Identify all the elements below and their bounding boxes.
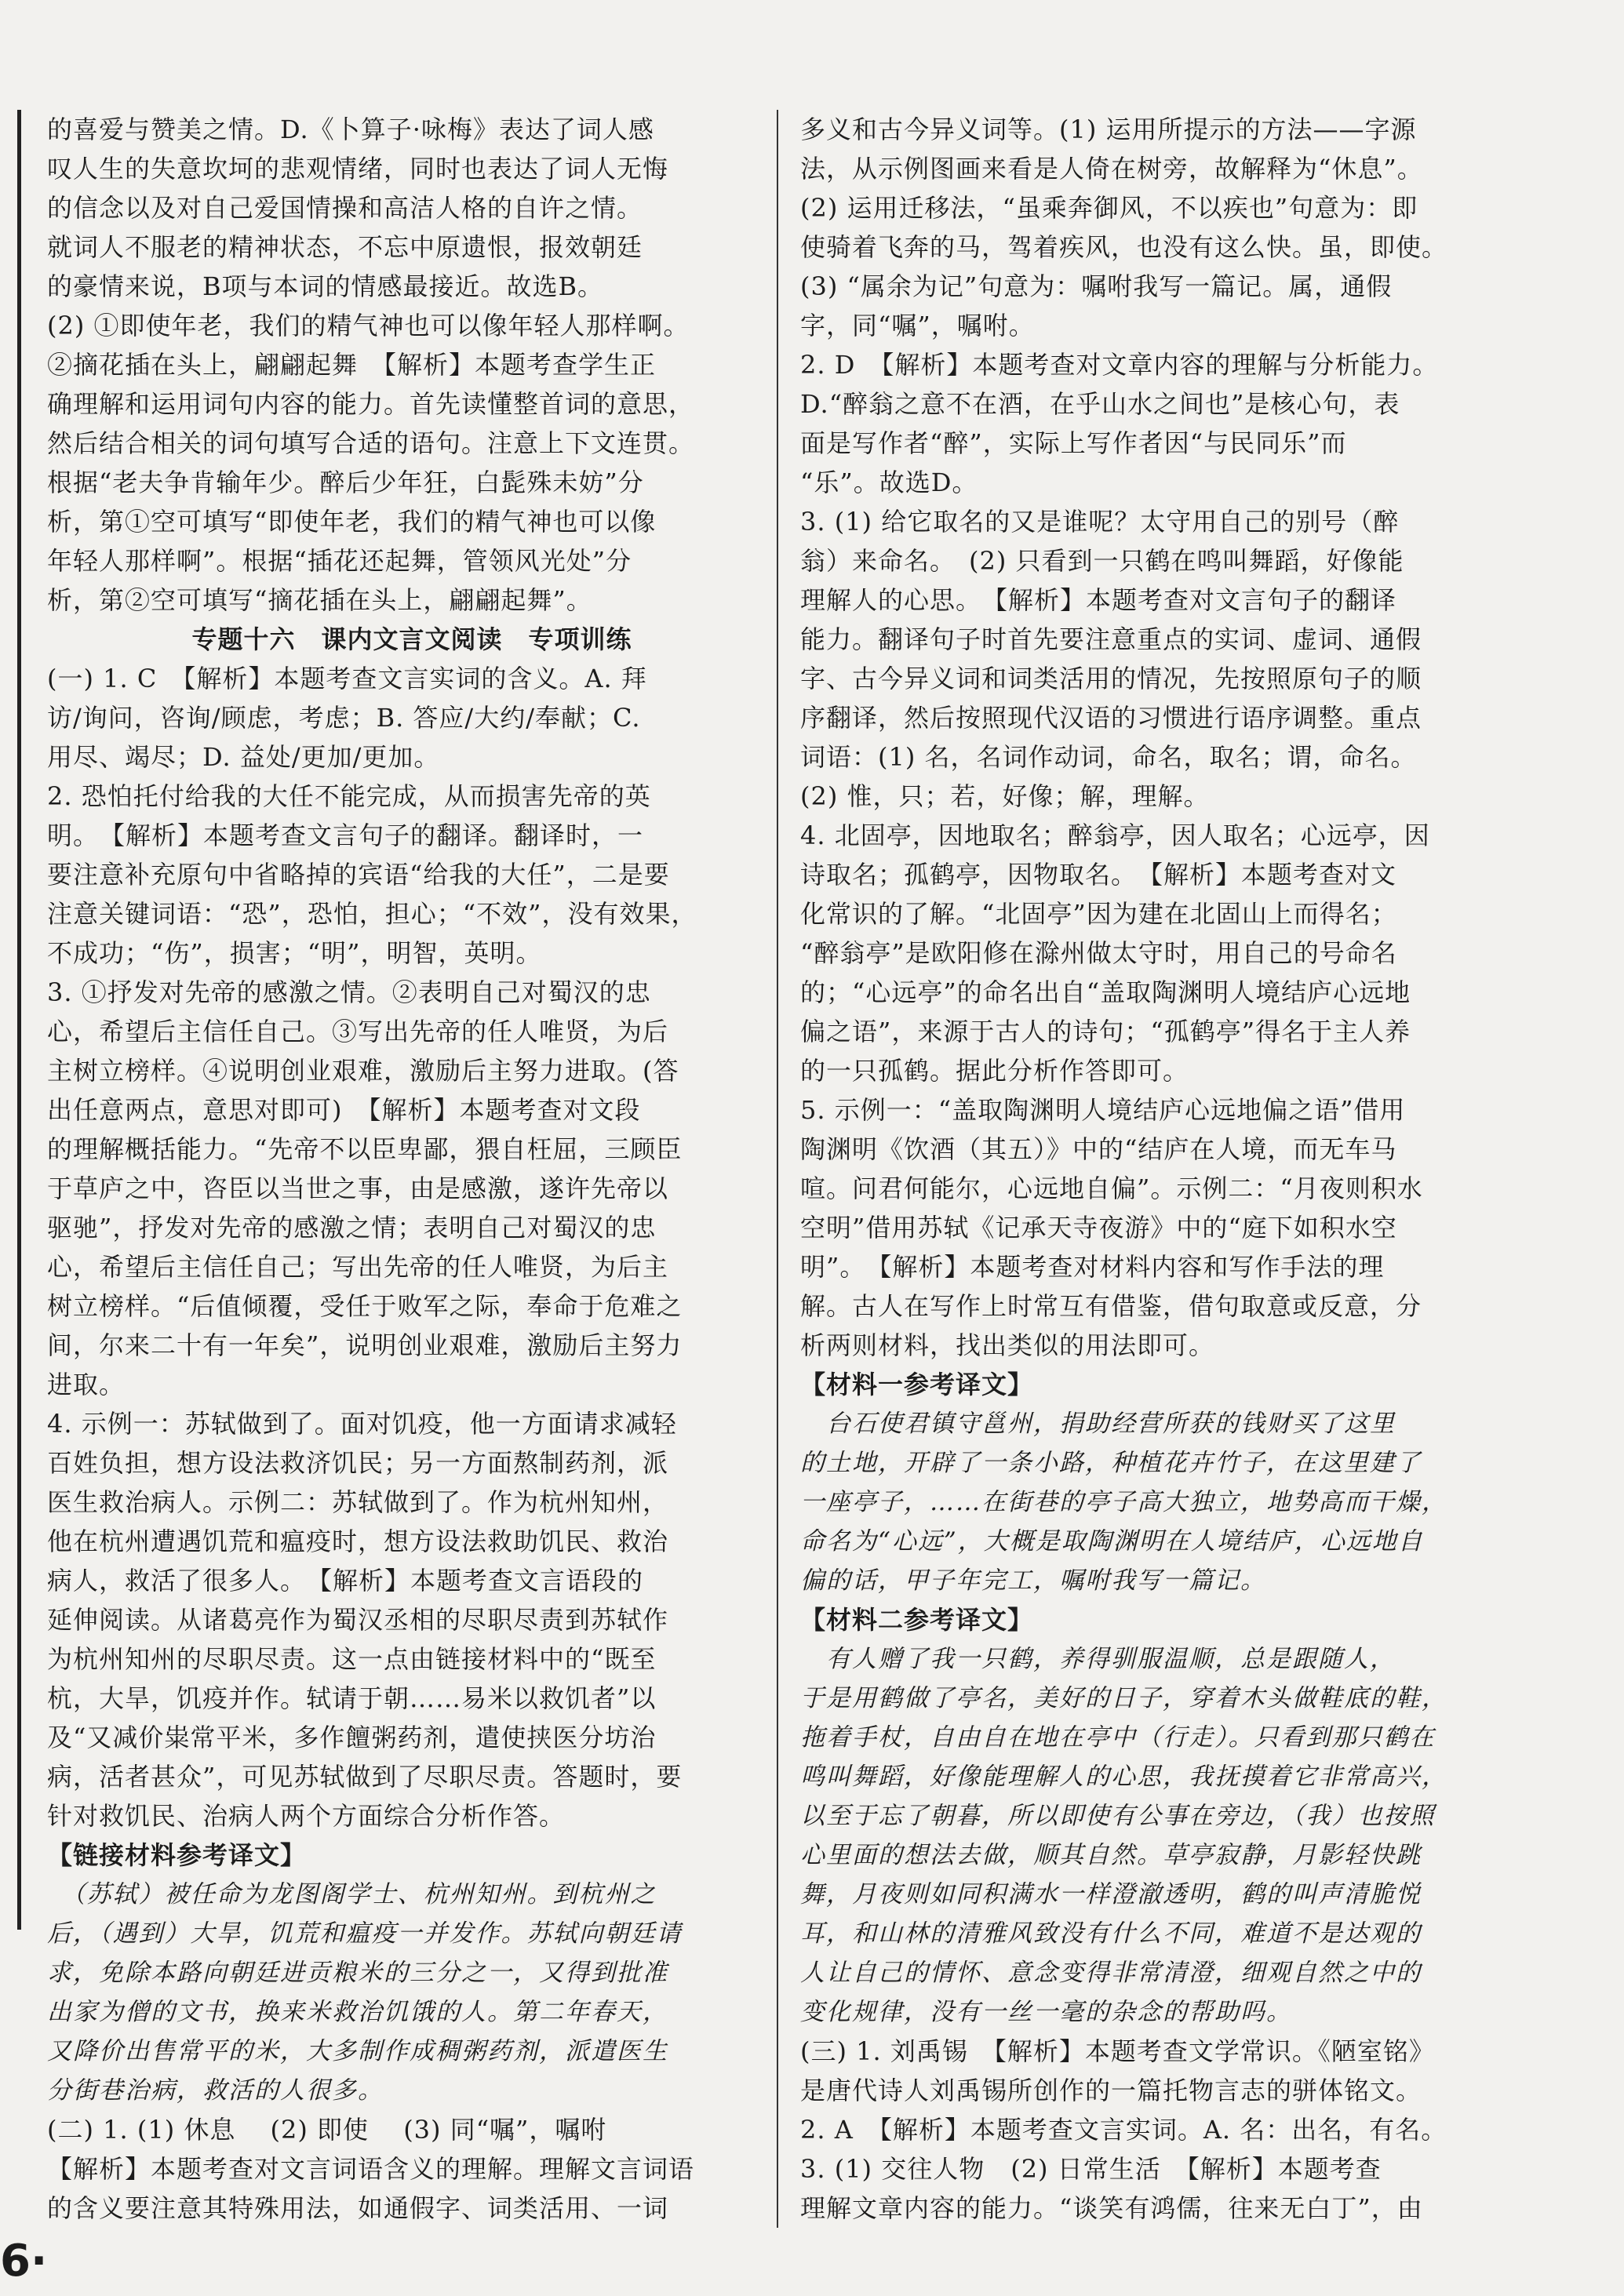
text-line: 进取。 — [47, 1370, 126, 1399]
text-line: 出家为僧的文书，换来米救治饥饿的人。第二年春天， — [47, 1998, 668, 2026]
text-line: 2. 恐怕托付给我的大任不能完成，从而损害先帝的英 — [47, 781, 651, 811]
text-line: 使骑着飞奔的马，驾着疾风，也没有这么快。虽，即使。 — [800, 232, 1448, 262]
text-line: 法，从示例图画来看是人倚在树旁，故解释为“休息”。 — [800, 154, 1423, 184]
text-line: 注意关键词语：“恐”，恐怕，担心；“不效”，没有效果， — [47, 899, 697, 929]
column-divider — [777, 110, 778, 2228]
text-line: 空明”借用苏轼《记承天寺夜游》中的“庭下如积水空 — [800, 1213, 1397, 1243]
text-line: 解。古人在写作上时常互有借鉴，借句取意或反意，分 — [800, 1291, 1422, 1321]
text-line: 鸣叫舞蹈，好像能理解人的心思，我抚摸着它非常高兴， — [800, 1763, 1447, 1791]
subsection-label: 【材料二参考译文】 — [800, 1605, 1034, 1635]
text-line: 驱驰”，抒发对先帝的感激之情；表明自己对蜀汉的忠 — [47, 1213, 657, 1243]
text-line: 医生救治病人。示例二：苏轼做到了。作为杭州知州， — [47, 1487, 669, 1517]
text-line: 字、古今异义词和词类活用的情况，先按照原句子的顺 — [800, 664, 1422, 693]
text-line: 字，同“嘱”，嘱咐。 — [800, 311, 1035, 340]
text-line: 翁）来命名。 (2) 只看到一只鹤在鸣叫舞蹈，好像能 — [800, 546, 1404, 576]
text-line: 间，尔来二十有一年矣”，说明创业艰难，激励后主努力 — [47, 1330, 683, 1360]
text-line: 延伸阅读。从诸葛亮作为蜀汉丞相的尽职尽责到苏轼作 — [47, 1605, 669, 1635]
text-line: 理解文章内容的能力。“谈笑有鸿儒，往来无白丁”，由 — [800, 2193, 1423, 2223]
text-line: 的含义要注意其特殊用法，如通假字、词类活用、一词 — [47, 2193, 669, 2223]
text-line: (三) 1. 刘禹锡 【解析】本题考查文学常识。《陋室铭》 — [800, 2036, 1435, 2066]
text-line: 以至于忘了朝暮，所以即使有公事在旁边，（我）也按照 — [800, 1802, 1436, 1830]
text-line: 树立榜样。“后值倾覆，受任于败军之际，奉命于危难之 — [47, 1291, 683, 1321]
subsection-label: 【材料一参考译文】 — [800, 1370, 1034, 1399]
text-line: 的一只孤鹤。据此分析作答即可。 — [800, 1056, 1189, 1086]
text-line: 年轻人那样啊”。根据“插花还起舞，管领风光处”分 — [47, 546, 632, 576]
text-line: 偏的话，甲子年完工，嘱咐我写一篇记。 — [800, 1566, 1266, 1595]
text-line: 及“又减价粜常平米，多作饘粥药剂，遣使挟医分坊治 — [47, 1723, 657, 1752]
text-line: 喧。问君何能尔，心远地自偏”。示例二：“月夜则积水 — [800, 1173, 1423, 1203]
text-line: 于是用鹤做了亭名，美好的日子，穿着木头做鞋底的鞋， — [800, 1684, 1447, 1712]
text-line: 主树立榜样。④说明创业艰难，激励后主努力进取。(答 — [47, 1056, 679, 1086]
text-line: 的豪情来说，B项与本词的情感最接近。故选B。 — [47, 271, 604, 301]
text-line: 是唐代诗人刘禹锡所创作的一篇托物言志的骈体铭文。 — [800, 2076, 1422, 2105]
text-line: 又降价出售常平的米，大多制作成稠粥药剂，派遣医生 — [47, 2037, 668, 2065]
text-line: 针对救饥民、治病人两个方面综合分析作答。 — [47, 1801, 566, 1831]
section-heading: 专题十六 课内文言文阅读 专项训练 — [191, 624, 632, 654]
text-line: (3) “属余为记”句意为：嘱咐我写一篇记。属，通假 — [800, 271, 1393, 301]
text-line: 然后结合相关的词句填写合适的语句。注意上下文连贯。 — [47, 428, 695, 458]
text-line: 耳，和山林的清雅风致没有什么不同，难道不是达观的 — [800, 1919, 1422, 1948]
text-line: 他在杭州遭遇饥荒和瘟疫时，想方设法救助饥民、救治 — [47, 1526, 669, 1556]
right-column — [800, 110, 1530, 2228]
text-line: 访/询问，咨询/顾虑，考虑；B. 答应/大约/奉献；C. — [47, 703, 641, 733]
text-line: 为杭州知州的尽职尽责。这一点由链接材料中的“既至 — [47, 1644, 657, 1674]
text-line: 明。 【解析】本题考查文言句子的翻译。翻译时，一 — [47, 821, 644, 850]
text-line: （苏轼）被任命为龙图阁学士、杭州知州。到杭州之 — [47, 1880, 657, 1908]
text-line: 确理解和运用词句内容的能力。首先读懂整首词的意思， — [47, 389, 695, 419]
text-line: 病人，救活了很多人。 【解析】本题考查文言语段的 — [47, 1566, 644, 1596]
text-line: 要注意补充原句中省略掉的宾语“给我的大任”，二是要 — [47, 860, 670, 890]
text-line: 的喜爱与赞美之情。D.《卜算子·咏梅》表达了词人感 — [47, 115, 654, 144]
text-line: (2) 运用迁移法，“虽乘奔御风，不以疾也”句意为：即 — [800, 193, 1418, 223]
text-line: 序翻译，然后按照现代汉语的习惯进行语序调整。重点 — [800, 703, 1422, 733]
text-line: 用尽、竭尽；D. 益处/更加/更加。 — [47, 742, 440, 772]
text-line: 人让自己的情怀、意念变得非常清澄，细观自然之中的 — [800, 1959, 1422, 1987]
text-line: 明”。 【解析】本题考查对材料内容和写作手法的理 — [800, 1252, 1385, 1282]
text-line: 4. 示例一：苏轼做到了。面对饥疫，他一方面请求减轻 — [47, 1409, 677, 1439]
text-line: 析，第②空可填写“摘花插在头上，翩翩起舞”。 — [47, 585, 592, 615]
text-line: (二) 1. (1) 休息 (2) 即使 (3) 同“嘱”，嘱咐 — [47, 2115, 607, 2145]
text-line: 能力。翻译句子时首先要注意重点的实词、虚词、通假 — [800, 624, 1422, 654]
text-line: 诗取名；孤鹤亭，因物取名。 【解析】本题考查对文 — [800, 860, 1397, 890]
text-line: 4. 北固亭，因地取名；醉翁亭，因人取名；心远亭，因 — [800, 821, 1430, 850]
text-line: “乐”。故选D。 — [800, 468, 978, 497]
text-line: 面是写作者“醉”，实际上写作者因“与民同乐”而 — [800, 428, 1347, 458]
text-line: 求，免除本路向朝廷进贡粮米的三分之一，又得到批准 — [47, 1959, 668, 1987]
left-column — [47, 110, 777, 2228]
text-line: 后，（遇到）大旱，饥荒和瘟疫一并发作。苏轼向朝廷请 — [47, 1919, 683, 1948]
page-number: 6· — [0, 2236, 48, 2287]
text-line: 心里面的想法去做，顺其自然。草亭寂静，月影轻快跳 — [800, 1841, 1422, 1869]
text-line: 根据“老夫争肯输年少。醉后少年狂，白髭殊未妨”分 — [47, 468, 644, 497]
text-line: 台石使君镇守邕州，捐助经营所获的钱财买了这里 — [800, 1410, 1396, 1438]
text-line: 多义和古今异义词等。(1) 运用所提示的方法——字源 — [800, 115, 1417, 144]
text-line: 出任意两点，意思对即可) 【解析】本题考查对文段 — [47, 1095, 641, 1125]
subsection-label: 【链接材料参考译文】 — [47, 1840, 307, 1870]
text-line: 5. 示例一：“盖取陶渊明人境结庐心远地偏之语”借用 — [800, 1095, 1406, 1125]
text-line: (2) ①即使年老，我们的精气神也可以像年轻人那样啊。 — [47, 311, 690, 340]
text-line: 2. D 【解析】本题考查对文章内容的理解与分析能力。 — [800, 350, 1439, 380]
text-line: 3. (1) 交往人物 (2) 日常生活 【解析】本题考查 — [800, 2154, 1382, 2184]
text-line: 3. (1) 给它取名的又是谁呢？太守用自己的别号（醉 — [800, 507, 1400, 537]
text-line: 一座亭子，……在街巷的亭子高大独立，地势高而干燥， — [800, 1488, 1447, 1516]
text-line: 变化规律，没有一丝一毫的杂念的帮助吗。 — [800, 1998, 1292, 2026]
text-line: 不成功；“伤”，损害；“明”，明智，英明。 — [47, 938, 542, 968]
text-line: ②摘花插在头上，翩翩起舞 【解析】本题考查学生正 — [47, 350, 657, 380]
text-line: 陶渊明《饮酒（其五）》中的“结庐在人境，而无车马 — [800, 1134, 1397, 1164]
text-line: 化常识的了解。“北固亭”因为建在北固山上而得名； — [800, 899, 1397, 929]
text-line: 的信念以及对自己爱国情操和高洁人格的自许之情。 — [47, 193, 643, 223]
text-line: 舞，月夜则如同积满水一样澄澈透明，鹤的叫声清脆悦 — [800, 1880, 1422, 1908]
text-line: 析，第①空可填写“即使年老，我们的精气神也可以像 — [47, 507, 657, 537]
text-line: 的；“心远亭”的命名出自“盖取陶渊明人境结庐心远地 — [800, 977, 1411, 1007]
text-line: 百姓负担，想方设法救济饥民；另一方面熬制药剂，派 — [47, 1448, 669, 1478]
text-line: 的土地，开辟了一条小路，种植花卉竹子，在这里建了 — [800, 1449, 1422, 1477]
text-line: (一) 1. C 【解析】本题考查文言实词的含义。A. 拜 — [47, 664, 647, 693]
text-line: 词语：(1) 名，名词作动词，命名，取名；谓，命名。 — [800, 742, 1417, 772]
text-line: (2) 惟，只；若，好像；解，理解。 — [800, 781, 1210, 811]
text-line: 分街巷治病，救活的人很多。 — [47, 2076, 384, 2105]
text-line: 析两则材料，找出类似的用法即可。 — [800, 1330, 1215, 1360]
text-line: 心，希望后主信任自己；写出先帝的任人唯贤，为后主 — [47, 1252, 669, 1282]
text-line: 拖着手杖，自由自在地在亭中（行走）。只看到那只鹤在 — [800, 1723, 1436, 1752]
text-line: D.“醉翁之意不在酒，在乎山水之间也”是核心句，表 — [800, 389, 1400, 419]
text-line: 病，活者甚众”，可见苏轼做到了尽职尽责。答题时，要 — [47, 1762, 683, 1792]
text-line: 于草庐之中，咨臣以当世之事，由是感激，遂许先帝以 — [47, 1173, 669, 1203]
text-line: 偏之语”，来源于古人的诗句；“孤鹤亭”得名于主人养 — [800, 1017, 1411, 1046]
text-line: 2. A 【解析】本题考查文言实词。A. 名：出名，有名。 — [800, 2115, 1447, 2145]
text-line: 命名为“心远”，大概是取陶渊明在人境结庐，心远地自 — [800, 1527, 1424, 1556]
text-line: 的理解概括能力。“先帝不以臣卑鄙，猥自枉屈，三顾臣 — [47, 1134, 683, 1164]
text-line: 杭，大旱，饥疫并作。轼请于朝……易米以救饥者”以 — [47, 1683, 657, 1713]
text-line: “醉翁亭”是欧阳修在滁州做太守时，用自己的号命名 — [800, 938, 1397, 968]
text-line: 叹人生的失意坎坷的悲观情绪，同时也表达了词人无悔 — [47, 154, 669, 184]
left-margin-rule — [17, 110, 21, 1930]
text-line: 有人赠了我一只鹤，养得驯服温顺，总是跟随人， — [800, 1645, 1396, 1673]
text-line: 理解人的心思。 【解析】本题考查对文言句子的翻译 — [800, 585, 1397, 615]
text-line: 心，希望后主信任自己。③写出先帝的任人唯贤，为后 — [47, 1017, 669, 1046]
text-line: 就词人不服老的精神状态，不忘中原遗恨，报效朝廷 — [47, 232, 643, 262]
text-line: 3. ①抒发对先帝的感激之情。②表明自己对蜀汉的忠 — [47, 977, 651, 1007]
text-line: 【解析】本题考查对文言词语含义的理解。理解文言词语 — [47, 2154, 695, 2184]
